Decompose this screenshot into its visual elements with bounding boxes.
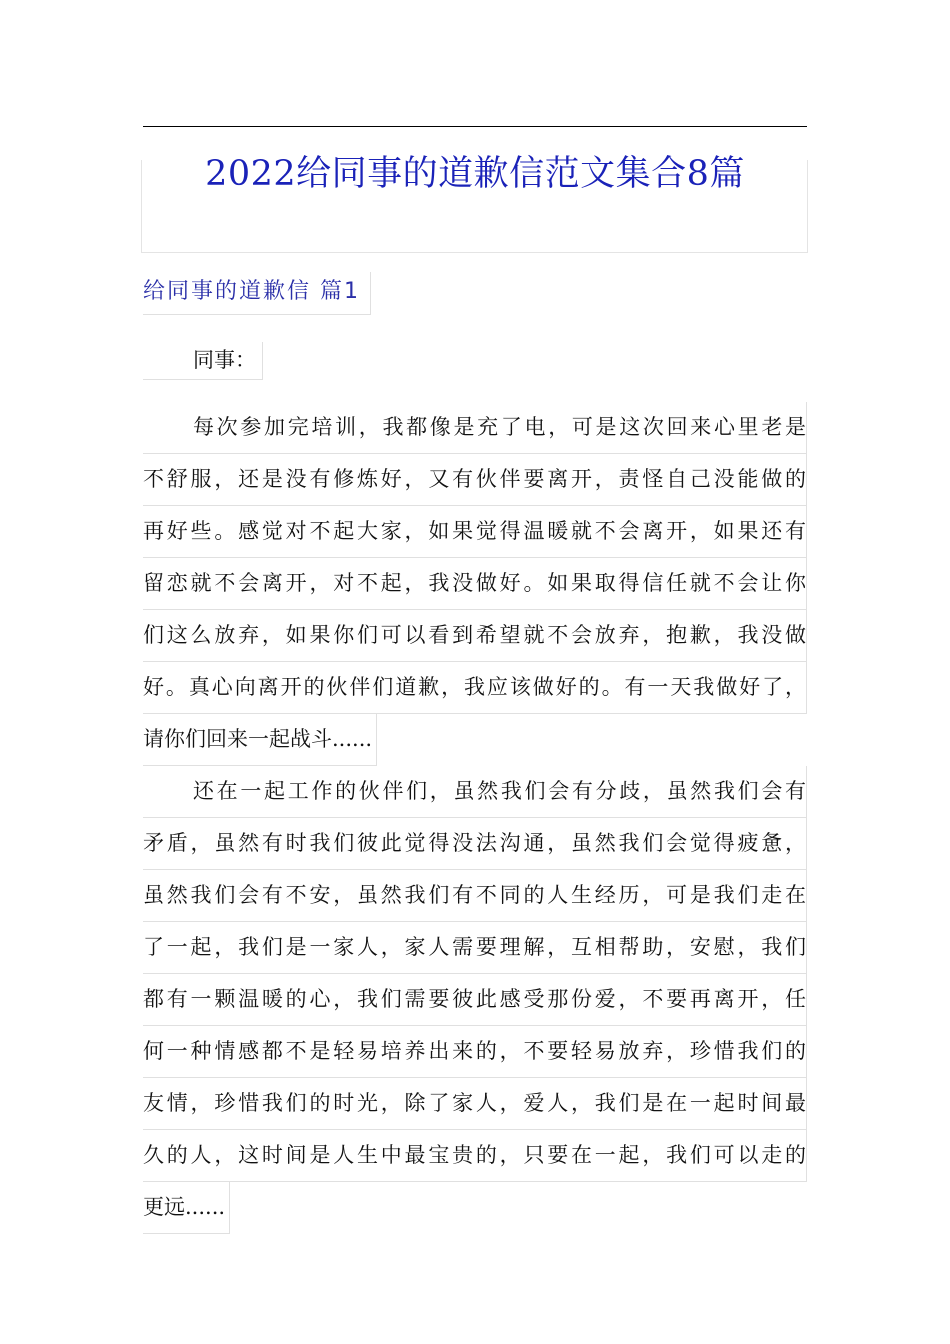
paragraph-line: 矛盾，虽然有时我们彼此觉得没法沟通，虽然我们会觉得疲惫， (143, 818, 807, 870)
top-rule (143, 126, 807, 127)
document-title: 2022给同事的道歉信范文集合8篇 (205, 154, 745, 194)
paragraph-line: 们这么放弃，如果你们可以看到希望就不会放弃，抱歉，我没做 (143, 610, 807, 662)
paragraph-line: 虽然我们会有不安，虽然我们有不同的人生经历，可是我们走在 (143, 870, 807, 922)
paragraph-line: 不舒服，还是没有修炼好，又有伙伴要离开，责怪自己没能做的 (143, 454, 807, 506)
paragraph-line: 好。真心向离开的伙伴们道歉，我应该做好的。有一天我做好了， (143, 662, 807, 714)
paragraph-line: 更远...... (143, 1182, 230, 1234)
paragraph-line: 留恋就不会离开，对不起，我没做好。如果取得信任就不会让你 (143, 558, 807, 610)
paragraph-line: 都有一颗温暖的心，我们需要彼此感受那份爱，不要再离开，任 (143, 974, 807, 1026)
paragraph-line: 还在一起工作的伙伴们，虽然我们会有分歧，虽然我们会有 (143, 766, 807, 818)
paragraph-line: 了一起，我们是一家人，家人需要理解，互相帮助，安慰，我们 (143, 922, 807, 974)
salutation: 同事： (143, 342, 263, 380)
paragraph-line: 何一种情感都不是轻易培养出来的，不要轻易放弃，珍惜我们的 (143, 1026, 807, 1078)
paragraph-line: 久的人，这时间是人生中最宝贵的，只要在一起，我们可以走的 (143, 1130, 807, 1182)
paragraph-2 (143, 766, 807, 1238)
paragraph-1 (143, 402, 807, 770)
paragraph-line: 请你们回来一起战斗...... (143, 714, 377, 766)
paragraph-line: 友情，珍惜我们的时光，除了家人，爱人，我们是在一起时间最 (143, 1078, 807, 1130)
section-heading: 给同事的道歉信 篇1 (143, 272, 371, 315)
paragraph-line: 每次参加完培训，我都像是充了电，可是这次回来心里老是 (143, 402, 807, 454)
paragraph-line: 再好些。感觉对不起大家，如果觉得温暖就不会离开，如果还有 (143, 506, 807, 558)
